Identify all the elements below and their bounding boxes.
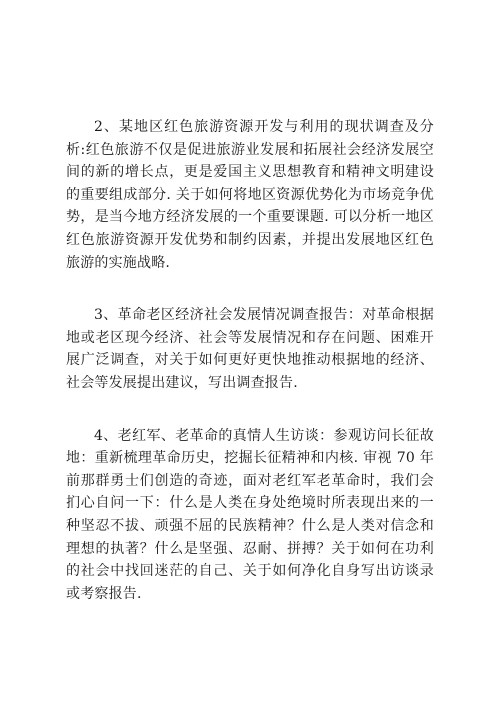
document-body (66, 116, 434, 605)
paragraph-item-4: 4、老红军、老革命的真情人生访谈：参观访问长征故地：重新梳理革命历史，挖掘长征精神和内核. 审视 70 年前那群勇士们创造的奇迹，面对老红军老革命时，我们会扪心自问一下：什么是人类在身处绝境时所表现出来的一种坚忍不拔、顽强不屈的民族精神？什么是人类对信念和理想的执著？什么是坚强、忍耐、拼搏？关于如何在功利的社会中找回迷茫的自己、关于如何净化自身写出访谈录或考察报告. (66, 427, 434, 602)
paragraph-item-2: 2、某地区红色旅游资源开发与利用的现状调查及分析:红色旅游不仅是促进旅游业发展和拓展社会经济发展空间的新的增长点，更是爱国主义思想教育和精神文明建设的重要组成部分. 关于如何将地区资源优势化为市场竞争优势，是当今地方经济发展的一个重要课题. 可以分析一地区红色旅游资源开发优势和制约因素，并提出发展地区红色旅游的实施战略. (66, 119, 434, 271)
paragraph-item-3: 3、革命老区经济社会发展情况调查报告：对革命根据地或老区现今经济、社会等发展情况和存在问题、困难开展广泛调查，对关于如何更好更快地推动根据地的经济、社会等发展提出建议，写出调查报告. (66, 307, 434, 391)
